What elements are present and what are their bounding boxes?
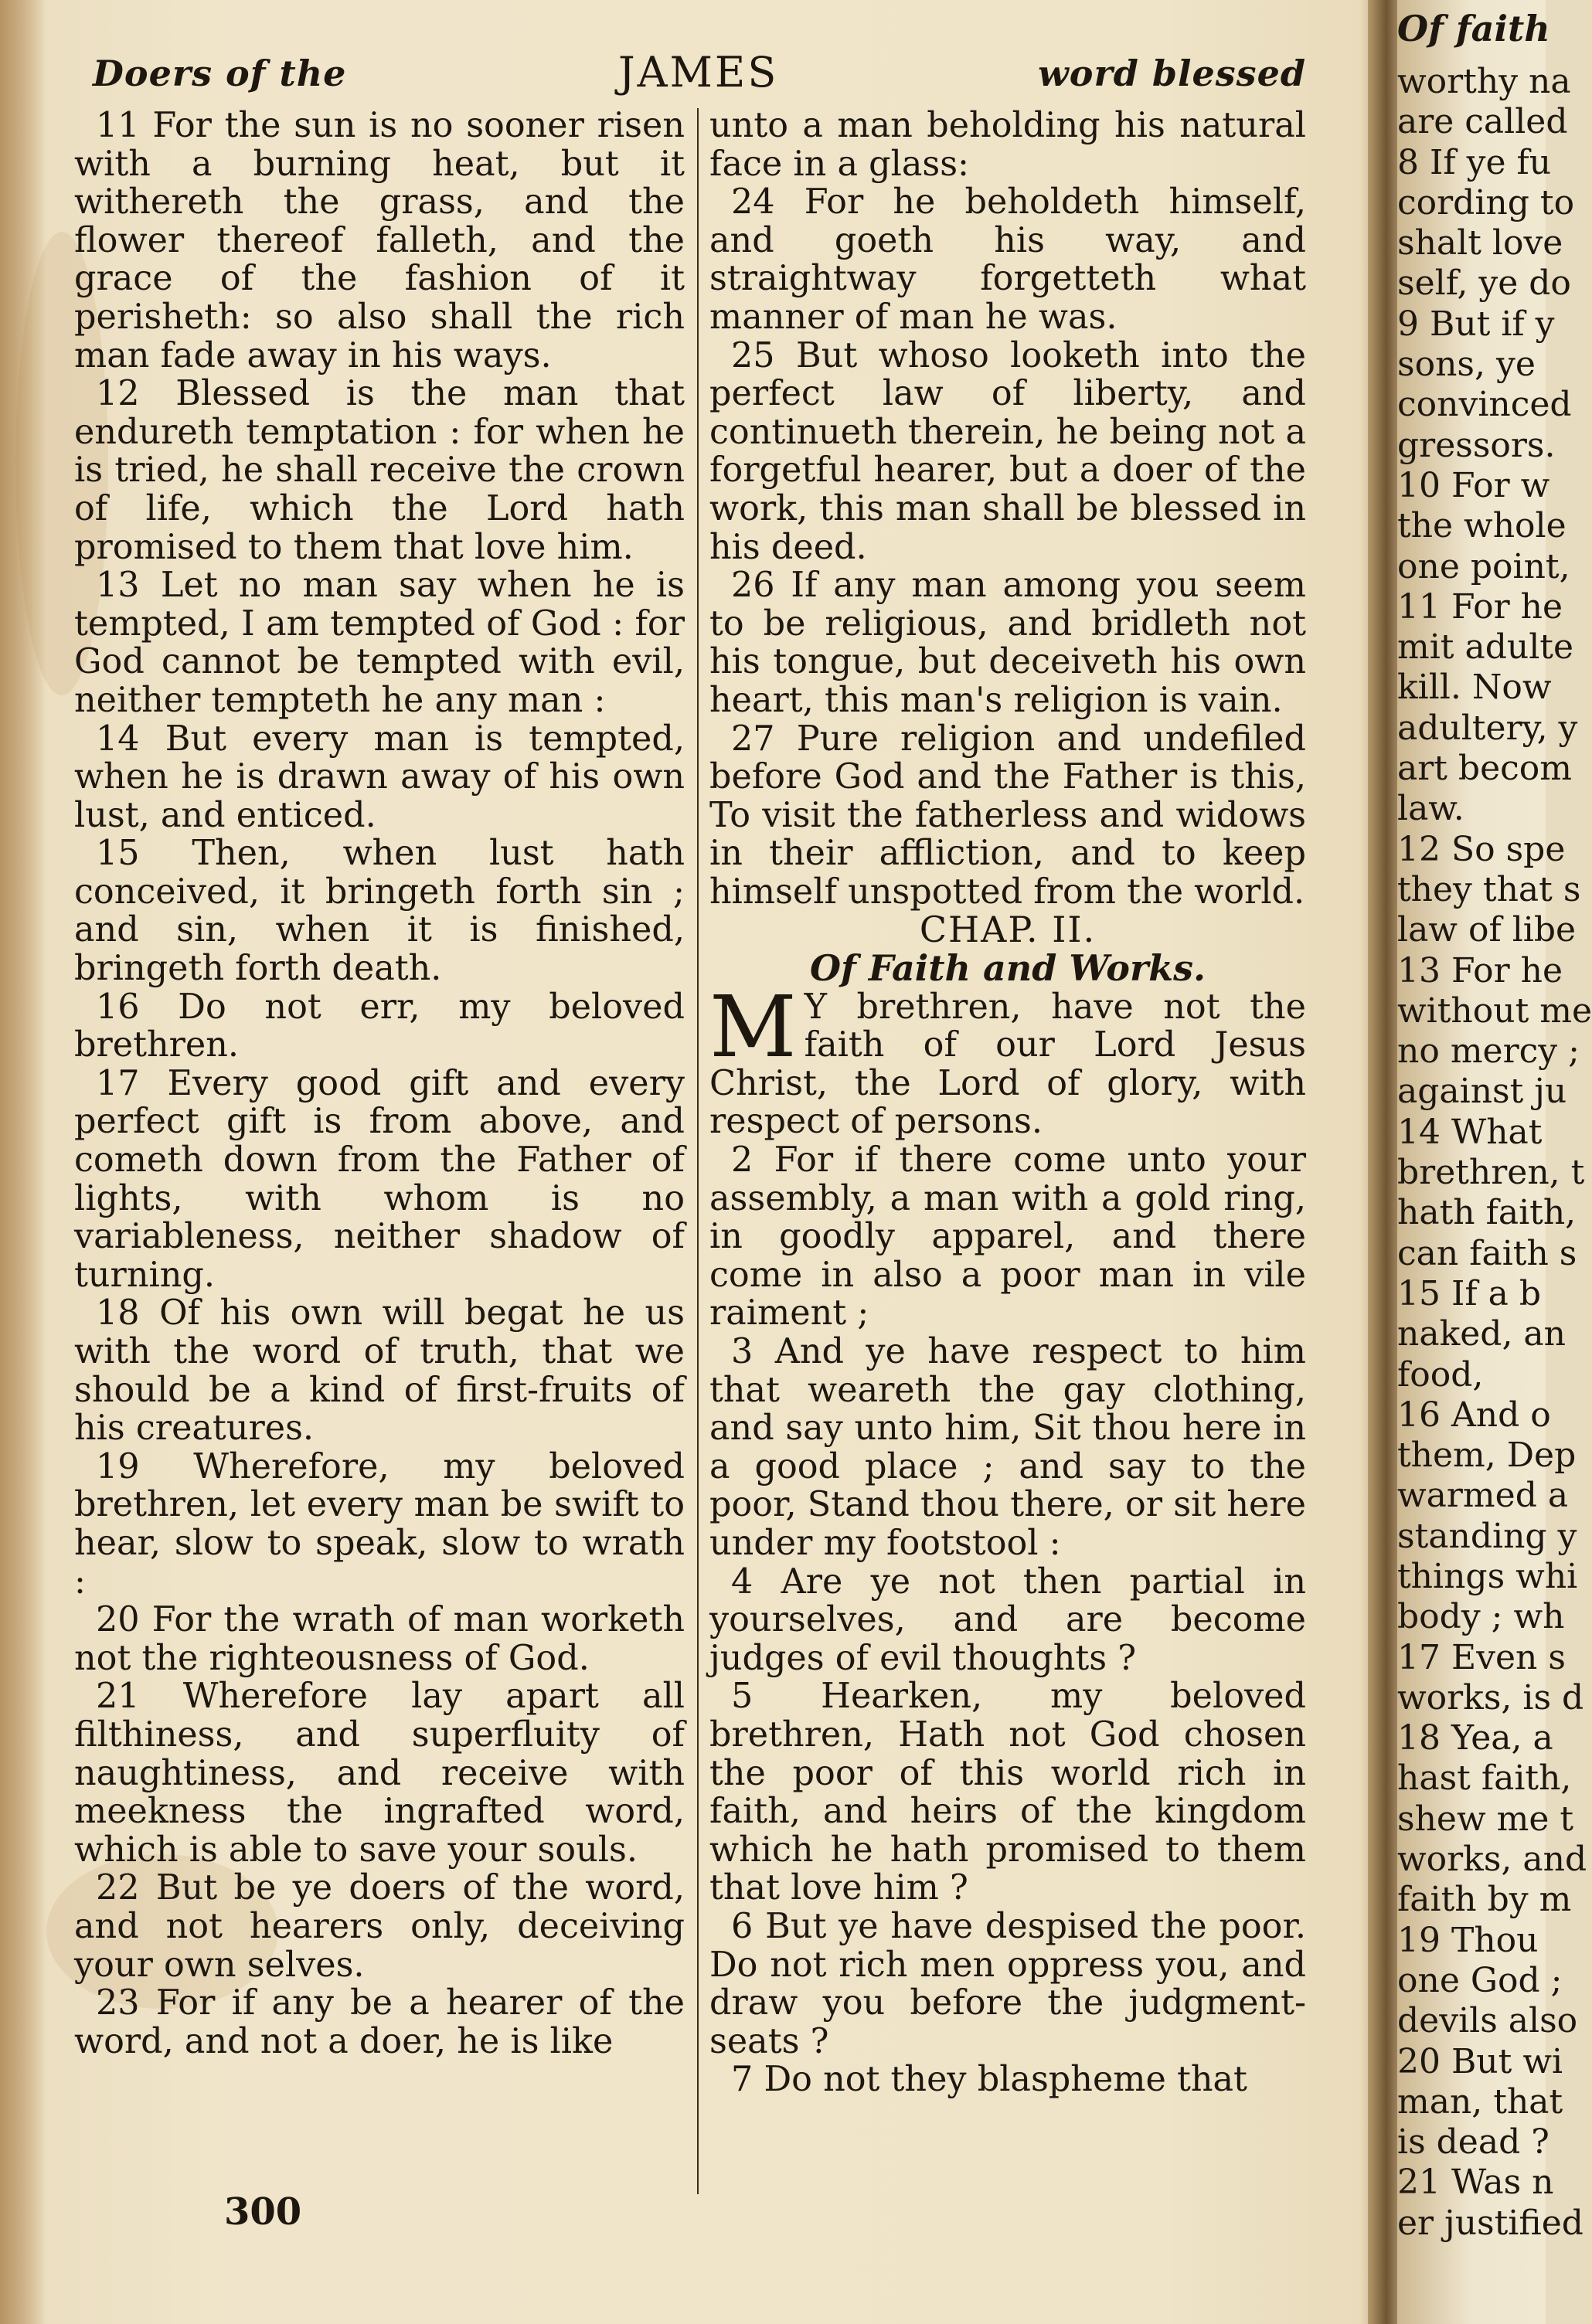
facing-page-line: things whi [1397, 1556, 1578, 1596]
facing-page-line: faith by m [1397, 1880, 1572, 1920]
verse: 16 Do not err, my beloved brethren. [74, 987, 685, 1065]
facing-page-line: law of libe [1397, 910, 1577, 950]
verse: 7 Do not they blaspheme that [731, 2060, 1247, 2100]
facing-page-line: er justified [1397, 2203, 1583, 2243]
right-column [709, 107, 1306, 2099]
verse: 15 Then, when lust hath conceived, it bringeth forth sin ; and sin, when it is finished, bringeth forth death. [74, 834, 685, 989]
facing-page-line: 9 But if y [1397, 304, 1555, 344]
facing-page-line: worthy na [1397, 62, 1571, 101]
facing-page-line: 10 For w [1397, 465, 1550, 505]
facing-page-line: naked, an [1397, 1314, 1566, 1354]
verse: 26 If any man among you seem to be religious, and bridleth not his tongue, but deceiveth his own heart, this man's religion is vain. [709, 566, 1306, 720]
facing-page-line: 12 So spe [1397, 829, 1566, 869]
facing-page-line: against ju [1397, 1072, 1567, 1112]
verse: 24 For he beholdeth himself, and goeth his way, and straightway forgetteth what manner of man he was. [709, 182, 1306, 337]
verse: 20 For the wrath of man worketh not the righteousness of God. [74, 1600, 685, 1678]
facing-page-line: devils also [1397, 2001, 1578, 2041]
facing-page-line: 14 What [1397, 1112, 1543, 1152]
verse: 4 Are ye not then partial in yourselves, and are become judges of evil thoughts ? [709, 1561, 1306, 1678]
facing-running-head: Of faith [1397, 8, 1550, 49]
book-gutter [1368, 0, 1399, 2324]
facing-page-line: man, that [1397, 2081, 1563, 2122]
facing-page-line: 21 Was n [1397, 2163, 1554, 2203]
facing-page-line: 13 For he [1397, 950, 1563, 990]
facing-page-line: without me [1397, 990, 1592, 1031]
facing-page-line: is dead ? [1397, 2122, 1549, 2163]
verse: 5 Hearken, my beloved brethren, Hath not God chosen the poor of this world rich in faith, and heirs of the kingdom which he hath promised to them that love him ? [709, 1677, 1306, 1908]
verse: 17 Every good gift and every perfect gift is from above, and cometh down from the Father of lights, with whom is no variableness, neither shadow of turning. [74, 1063, 685, 1295]
facing-page-line: 11 For he [1397, 586, 1563, 627]
verse: 11 For the sun is no sooner risen with a burning heat, but it withereth the grass, and the flower thereof falleth, and the grace of the fashion of it perisheth: so also shall the rich man fade away in his ways. [74, 106, 685, 375]
verse: 23 For if any be a hearer of the word, and not a doer, he is like [74, 1983, 685, 2061]
facing-page-line: shalt love [1397, 223, 1563, 263]
facing-page-line: body ; wh [1397, 1597, 1565, 1637]
chapter-first-verse [709, 977, 1306, 1142]
facing-page-line: law. [1397, 789, 1464, 829]
running-head-left: Doers of the [93, 53, 347, 94]
facing-page-line: kill. Now [1397, 668, 1552, 708]
facing-page-line: one point, [1397, 546, 1570, 586]
chapter-heading: CHAP. II. [919, 909, 1097, 951]
facing-page-line: art becom [1397, 749, 1572, 789]
facing-page-line: can faith s [1397, 1233, 1577, 1273]
page-number: 300 [224, 2190, 302, 2234]
running-head-right: word blessed [1038, 53, 1306, 94]
drop-cap: M [709, 977, 797, 1076]
facing-page-line: shew me t [1397, 1799, 1574, 1839]
facing-page-line: 17 Even s [1397, 1637, 1566, 1677]
running-head [85, 48, 1306, 102]
first-verse-text: Y brethren, have not the faith of our Lord Jesus Christ, the Lord of glory, with respect of persons. [709, 987, 1306, 1142]
book-title: JAMES [618, 48, 779, 97]
facing-page-line: no mercy ; [1397, 1031, 1580, 1072]
facing-page-text [1397, 62, 1592, 2244]
facing-page-line: works, and [1397, 1840, 1587, 1880]
left-column [74, 107, 685, 2061]
facing-page-line: mit adulte [1397, 627, 1573, 668]
facing-page-line: them, Dep [1397, 1436, 1577, 1476]
facing-page-line: the whole [1397, 506, 1566, 546]
verse: 19 Wherefore, my beloved brethren, let every man be swift to hear, slow to speak, slow to wrath : [74, 1446, 685, 1602]
facing-page-line: brethren, t [1397, 1153, 1585, 1193]
verse: 13 Let no man say when he is tempted, I am tempted of God : for God cannot be tempted with evil, neither tempteth he any man : [74, 566, 685, 720]
facing-page-line: cording to [1397, 182, 1575, 223]
facing-page-line: standing y [1397, 1516, 1577, 1556]
facing-page-line: gressors. [1397, 425, 1556, 465]
facing-page-line: 15 If a b [1397, 1273, 1542, 1313]
verse: 2 For if there come unto your assembly, a man with a gold ring, in goodly apparel, and there come in also a poor man in vile raiment ; [709, 1140, 1306, 1334]
facing-page-line: hast faith, [1397, 1758, 1572, 1799]
facing-page-line: adultery, y [1397, 708, 1578, 748]
verse: 21 Wherefore lay apart all filthiness, and superfluity of naughtiness, and receive with meekness the ingrafted word, which is able to save your souls. [74, 1677, 685, 1870]
facing-page-line: 19 Thou [1397, 1920, 1539, 1960]
facing-page-line: food, [1397, 1354, 1484, 1395]
verse: 22 But be ye doers of the word, and not hearers only, deceiving your own selves. [74, 1868, 685, 1985]
facing-page-line: hath faith, [1397, 1193, 1577, 1233]
verse: 25 But whoso looketh into the perfect law of liberty, and continueth therein, he being not a forgetful hearer, but a doer of the work, this man shall be blessed in his deed. [709, 335, 1306, 567]
facing-page-line: sons, ye [1397, 345, 1536, 385]
facing-page-line: they that s [1397, 869, 1581, 909]
facing-page-line: 16 And o [1397, 1395, 1551, 1435]
facing-page-line: self, ye do [1397, 263, 1571, 304]
verse: 14 But every man is tempted, when he is drawn away of his own lust, and enticed. [74, 719, 685, 835]
verse: 18 Of his own will begat he us with the word of truth, that we should be a kind of first-fruits of his creatures. [74, 1293, 685, 1449]
verse: 6 But ye have despised the poor. Do not rich men oppress you, and draw you before the judgment-seats ? [709, 1906, 1306, 2061]
facing-page-line: works, is d [1397, 1677, 1584, 1718]
verse: unto a man beholding his natural face in a glass: [709, 106, 1306, 184]
column-divider [697, 108, 699, 2194]
facing-page-line: 18 Yea, a [1397, 1718, 1553, 1758]
verse: 27 Pure religion and undefiled before God and the Father is this, To visit the fatherless and widows in their affliction, and to keep himself unspotted from the world. [709, 719, 1306, 912]
facing-page-line: 20 But wi [1397, 2041, 1563, 2081]
facing-page-line: are called [1397, 102, 1568, 142]
chapter-subtitle: Of Faith and Works. [809, 947, 1206, 990]
facing-page-line: 8 If ye fu [1397, 142, 1552, 182]
facing-page-line: warmed a [1397, 1476, 1569, 1516]
facing-page-line: one God ; [1397, 1960, 1563, 2000]
verse: 12 Blessed is the man that endureth temptation : for when he is tried, he shall receive the crown of life, which the Lord hath promised to them that love him. [74, 374, 685, 567]
verse: 3 And ye have respect to him that weareth the gay clothing, and say unto him, Sit thou here in a good place ; and say to the poor, Stand thou there, or sit here under my footstool : [709, 1332, 1306, 1563]
facing-page [1397, 0, 1592, 2324]
facing-page-line: convinced [1397, 385, 1572, 425]
